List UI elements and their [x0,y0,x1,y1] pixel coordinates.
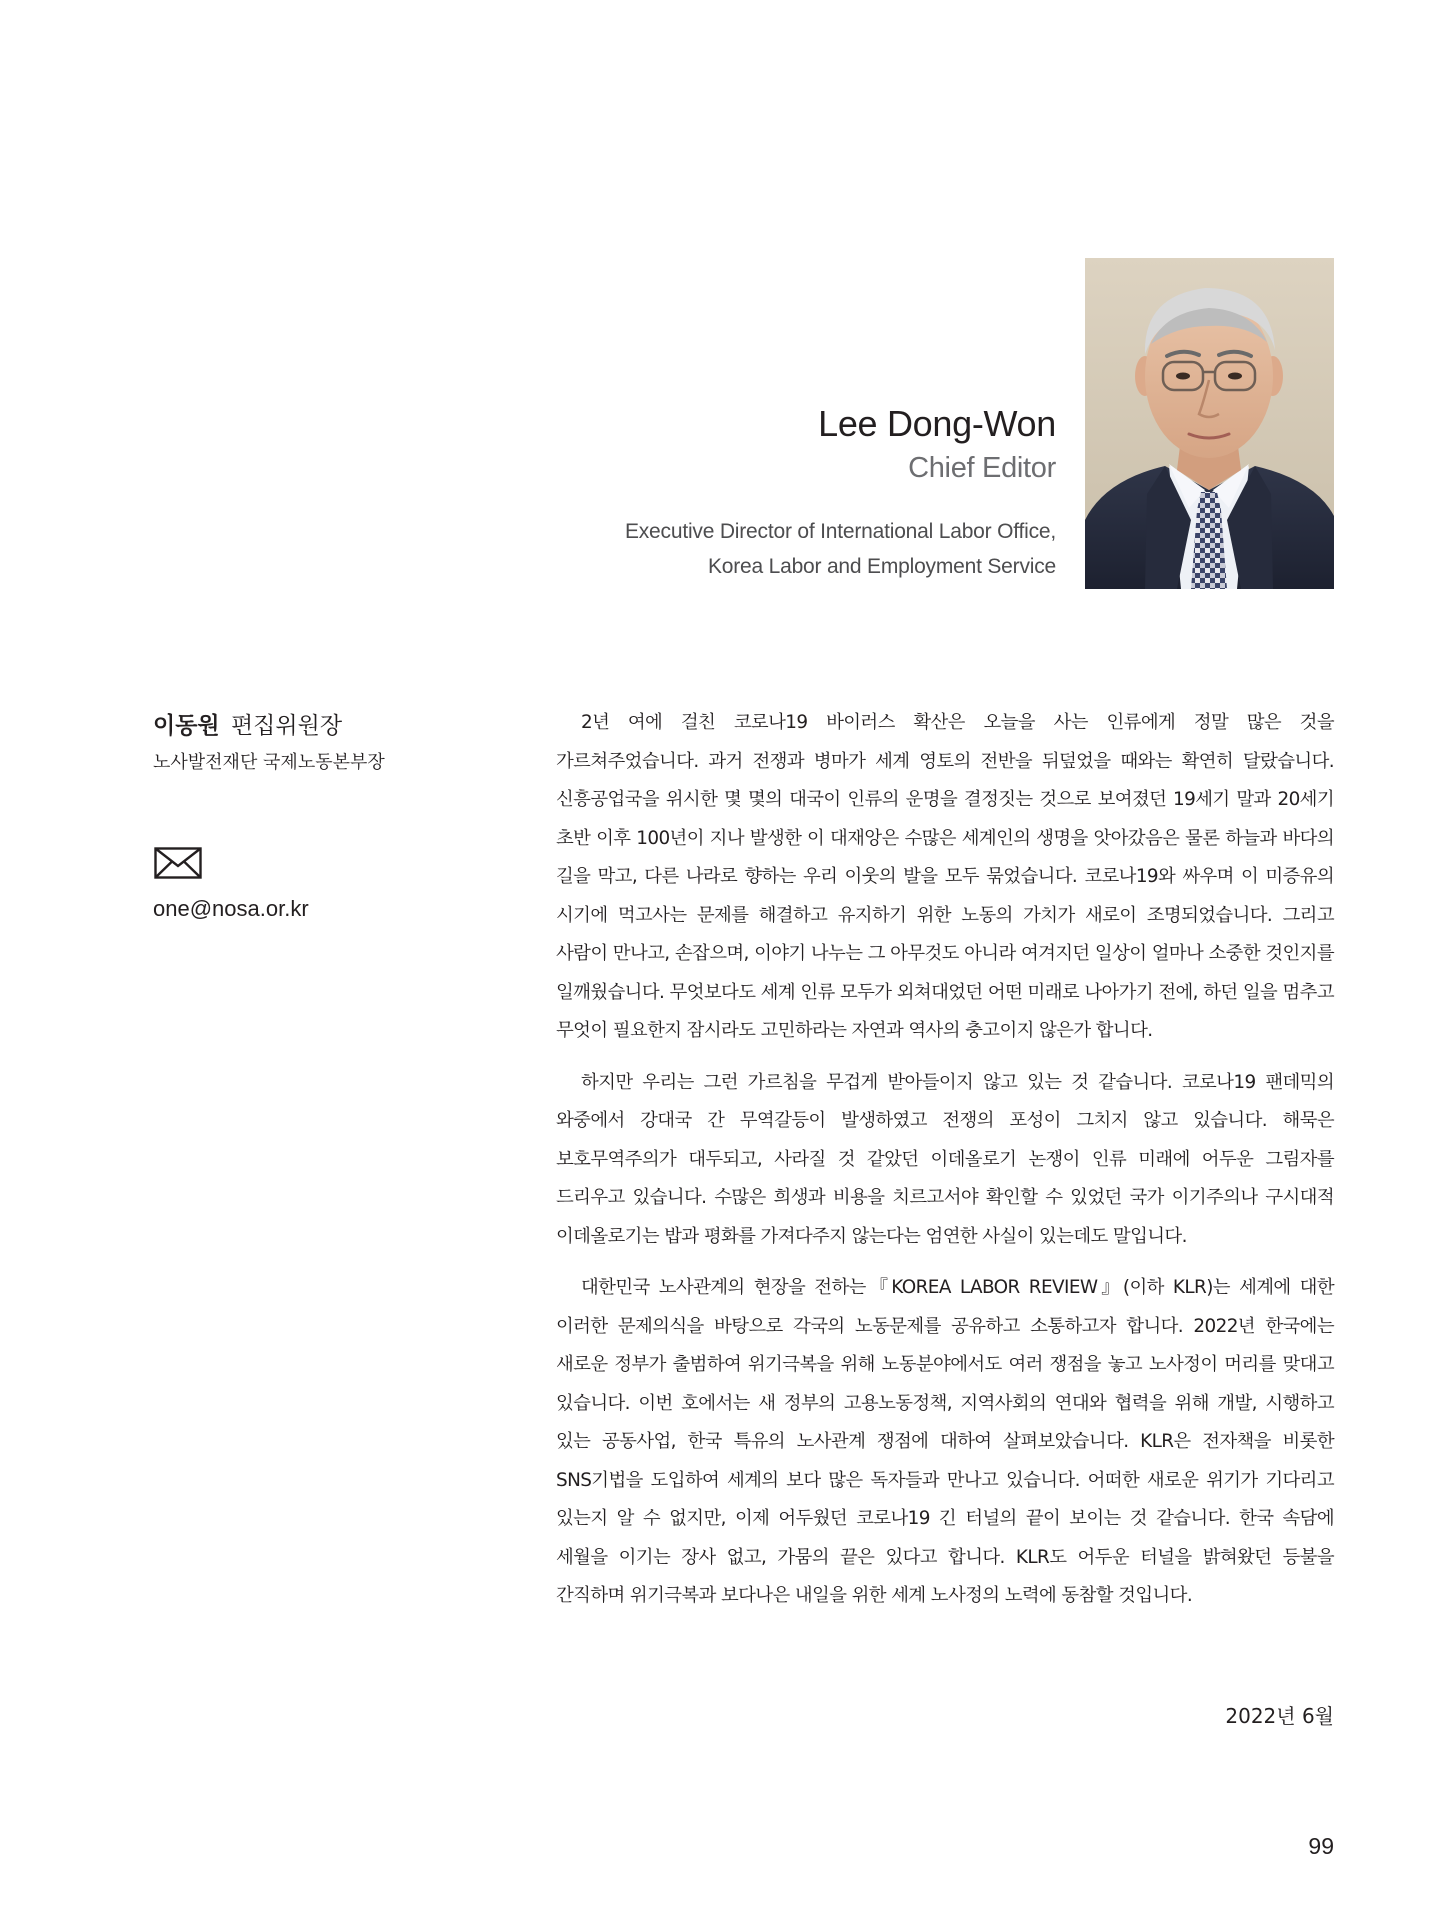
author-role-ko: 편집위원장 [230,713,343,739]
author-affiliation [456,514,1056,584]
author-sidebar [153,706,473,921]
author-email[interactable]: one@nosa.or.kr [153,896,309,921]
portrait-photo [1085,258,1334,589]
author-header [456,400,1056,584]
body-paragraph-3: 대한민국 노사관계의 현장을 전하는『KOREA LABOR REVIEW』(이하 KLR)는 세계에 대한 이러한 문제의식을 바탕으로 각국의 노동문제를 공유하고 소통하고자 합니다. 2022년 한국에는 새로운 정부가 출범하여 위기극복을 위해 노동분야에서도 여러 쟁점을 놓고 노사정이 머리를 맞대고 있습니다. 이번 호에서는 새 정부의 고용노동정책, 지역사회의 연대와 협력을 위해 개발, 시행하고 있는 공동사업, 한국 특유의 노사관계 쟁점에 대하여 살펴보았습니다. KLR은 전자책을 비롯한 SNS기법을 도입하여 세계의 보다 많은 독자들과 만나고 있습니다. 어떠한 새로운 위기가 기다리고 있는지 알 수 없지만, 이제 어두웠던 코로나19 긴 터널의 끝이 보이는 것 같습니다. 한국 속담에 세월을 이기는 장사 없고, 가뭄의 끝은 있다고 합니다. KLR도 어두운 터널을 밝혀왔던 등불을 간직하며 위기극복과 보다나은 내일을 위한 세계 노사정의 노력에 동참할 것입니다. [556,1277,1334,1606]
editorial-body [556,704,1334,1629]
body-paragraph-1: 2년 여에 걸친 코로나19 바이러스 확산은 오늘을 사는 인류에게 정말 많은 것을 가르쳐주었습니다. 과거 전쟁과 병마가 세계 영토의 전반을 뒤덮었을 때와는 확연히 달랐습니다. 신흥공업국을 위시한 몇 몇의 대국이 인류의 운명을 결정짓는 것으로 보여졌던 19세기 말과 20세기 초반 이후 100년이 지나 발생한 이 대재앙은 수많은 세계인의 생명을 앗아갔음은 물론 하늘과 바다의 길을 막고, 다른 나라로 향하는 우리 이웃의 발을 모두 묶었습니다. 코로나19와 싸우며 이 미증유의 시기에 먹고사는 문제를 해결하고 유지하기 위한 노동의 가치가 새로이 조명되었습니다. 그리고 사람이 만나고, 손잡으며, 이야기 나누는 그 아무것도 아니라 여겨지던 일상이 얼마나 소중한 것인지를 일깨웠습니다. 무엇보다도 세계 인류 모두가 외쳐대었던 어떤 미래로 나아가기 전에, 하던 일을 멈추고 무엇이 필요한지 잠시라도 고민하라는 자연과 역사의 충고이지 않은가 합니다. [556,712,1334,1041]
affiliation-line-2: Korea Labor and Employment Service [707,555,1056,578]
editorial-date: 2022년 6월 [1225,1704,1334,1728]
author-name-en: Lee Dong-Won [818,403,1056,444]
author-name-ko: 이동원 [153,713,220,739]
affiliation-line-1: Executive Director of International Labor Office, [624,520,1056,543]
body-paragraph-2: 하지만 우리는 그런 가르침을 무겁게 받아들이지 않고 있는 것 같습니다. 코로나19 팬데믹의 와중에서 강대국 간 무역갈등이 발생하였고 전쟁의 포성이 그치지 않고 있습니다. 해묵은 보호무역주의가 대두되고, 사라질 것 같았던 이데올로기 논쟁이 인류 미래에 어두운 그림자를 드리우고 있습니다. 수많은 희생과 비용을 치르고서야 확인할 수 있었던 국가 이기주의나 구시대적 이데올로기는 밥과 평화를 가져다주지 않는다는 엄연한 사실이 있는데도 말입니다. [556,1071,1334,1247]
author-name-ko-line [153,706,473,746]
author-org-ko: 노사발전재단 국제노동본부장 [153,752,385,773]
page-number: 99 [1308,1833,1334,1859]
author-title-en: Chief Editor [908,452,1056,484]
envelope-icon [154,847,202,879]
